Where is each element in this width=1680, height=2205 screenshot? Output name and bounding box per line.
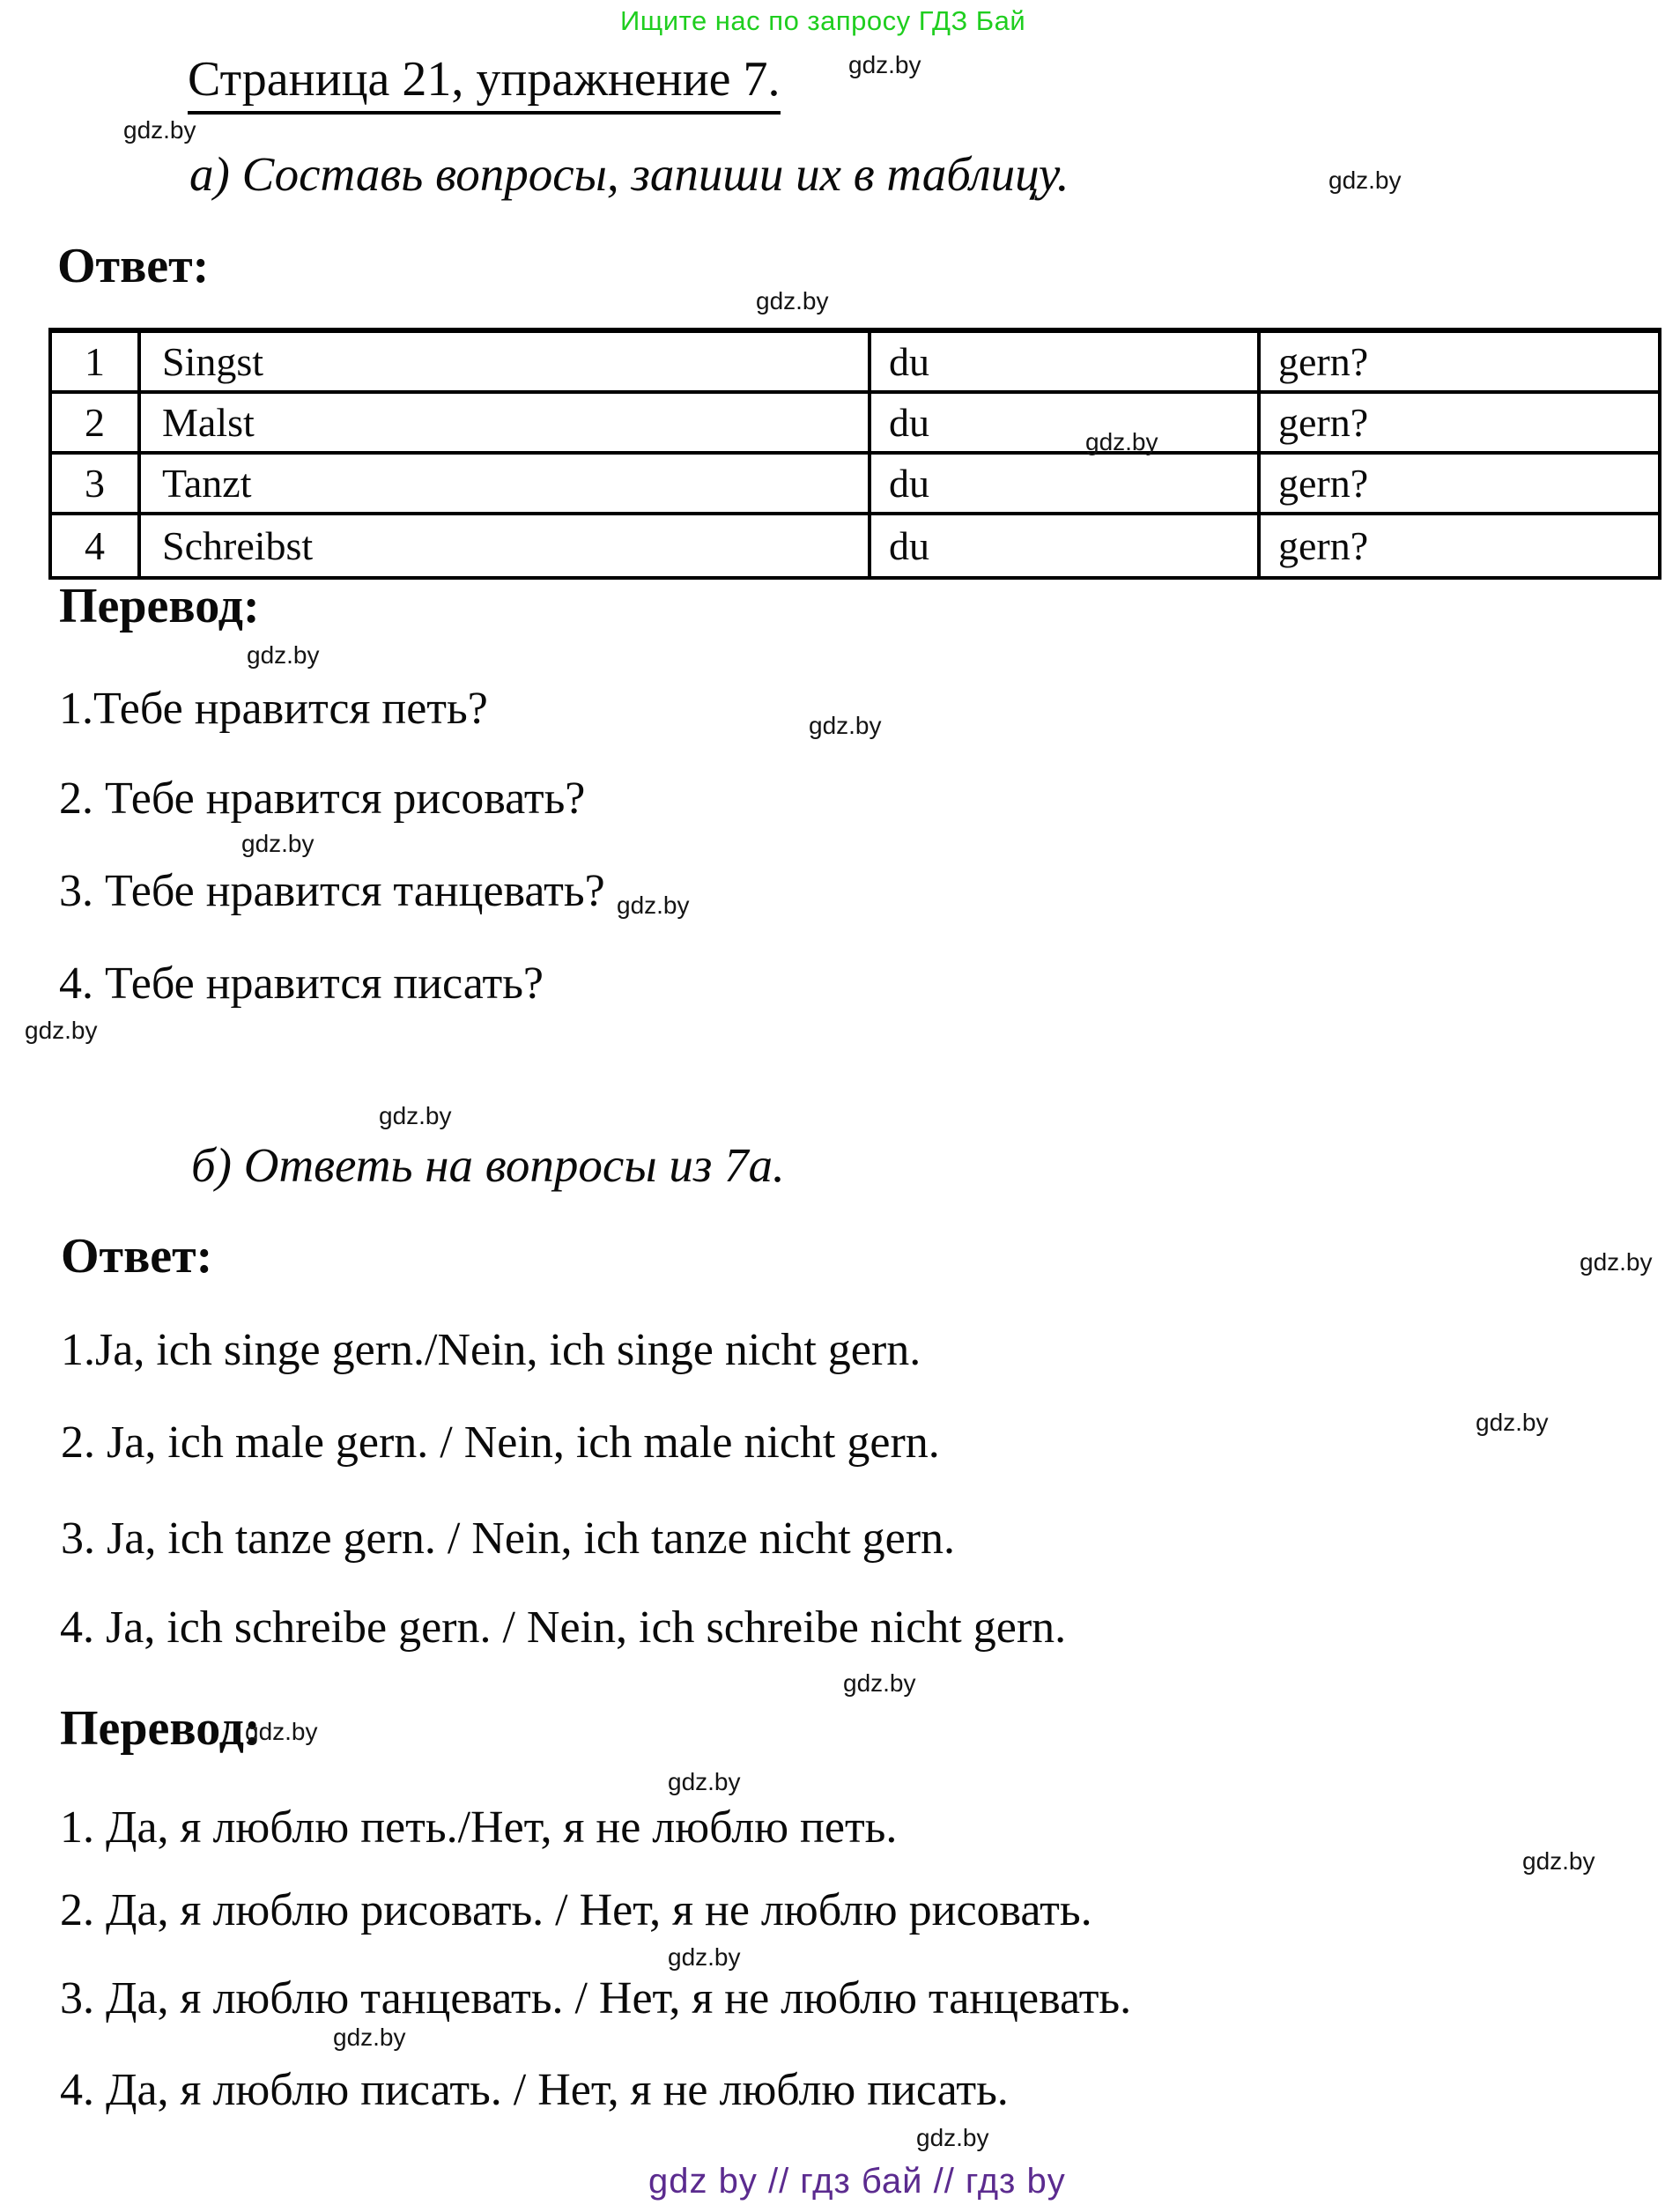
table-cell-pronoun: du xyxy=(871,455,1261,515)
translation-b-item: 3. Да, я люблю танцевать. / Нет, я не люблю танцевать. xyxy=(60,1973,1132,2024)
gdz-watermark: gdz.by xyxy=(333,2024,406,2051)
gdz-watermark: gdz.by xyxy=(668,1768,741,1795)
gdz-watermark: gdz.by xyxy=(379,1102,452,1129)
translation-b-item: 1. Да, я люблю петь./Нет, я не люблю петь. xyxy=(60,1802,898,1853)
gdz-watermark: gdz.by xyxy=(1522,1847,1595,1875)
table-cell-num: 3 xyxy=(52,455,141,515)
table-cell-pronoun: du xyxy=(871,333,1261,394)
answer-label-a: Ответ: xyxy=(57,239,210,293)
translation-a-item: 3. Тебе нравится танцевать? xyxy=(59,866,605,916)
table-cell-num: 2 xyxy=(52,394,141,455)
gdz-watermark: gdz.by xyxy=(843,1669,916,1697)
table-cell-pronoun: du xyxy=(871,515,1261,576)
gdz-watermark: gdz.by xyxy=(123,116,196,144)
translation-b-item: 4. Да, я люблю писать. / Нет, я не люблю писать. xyxy=(60,2065,1009,2115)
translation-a-item: 4. Тебе нравится писать? xyxy=(59,958,544,1009)
gdz-watermark: gdz.by xyxy=(245,1718,318,1745)
gdz-watermark: gdz.by xyxy=(1328,166,1402,194)
answer-label-b: Ответ: xyxy=(61,1229,213,1284)
gdz-watermark: gdz.by xyxy=(668,1943,741,1971)
table-cell-num: 1 xyxy=(52,333,141,394)
table-cell-num: 4 xyxy=(52,515,141,576)
task-a-heading: а) Составь вопросы, запиши их в таблицу. xyxy=(189,147,1069,201)
table-cell-verb: Malst xyxy=(141,394,871,455)
gdz-watermark: gdz.by xyxy=(1085,428,1158,455)
answer-b-item: 4. Ja, ich schreibe gern. / Nein, ich schreibe nicht gern. xyxy=(60,1602,1067,1653)
table-cell-tail: gern? xyxy=(1261,394,1658,455)
gdz-watermark: gdz.by xyxy=(617,892,690,919)
answer-b-item: 2. Ja, ich male gern. / Nein, ich male nicht gern. xyxy=(61,1417,940,1468)
task-b-heading: б) Ответь на вопросы из 7а. xyxy=(191,1138,785,1192)
table-cell-verb: Schreibst xyxy=(141,515,871,576)
footer-site-line: gdz by // гдз бай // гдз by xyxy=(648,2162,1066,2201)
questions-table xyxy=(48,328,1661,580)
gdz-watermark: gdz.by xyxy=(1580,1248,1653,1276)
table-cell-tail: gern? xyxy=(1261,455,1658,515)
table-cell-verb: Tanzt xyxy=(141,455,871,515)
translation-b-item: 2. Да, я люблю рисовать. / Нет, я не люблю рисовать. xyxy=(60,1885,1092,1935)
gdz-watermark: gdz.by xyxy=(756,287,829,314)
gdz-watermark: gdz.by xyxy=(809,712,882,739)
answer-b-item: 3. Ja, ich tanze gern. / Nein, ich tanze nicht gern. xyxy=(61,1513,956,1564)
gdz-watermark: gdz.by xyxy=(247,641,320,669)
promo-header: Ищите нас по запросу ГДЗ Бай xyxy=(620,5,1026,36)
gdz-watermark: gdz.by xyxy=(241,830,315,857)
gdz-watermark: gdz.by xyxy=(916,2124,989,2151)
translation-label-b: Перевод: xyxy=(60,1701,261,1756)
table-cell-tail: gern? xyxy=(1278,523,1369,568)
gdz-watermark: gdz.by xyxy=(1476,1409,1549,1436)
table-cell-pronoun: du xyxy=(871,394,1261,455)
page-title: Страница 21, упражнение 7. xyxy=(188,51,781,115)
translation-a-item: 1.Тебе нравится петь? xyxy=(59,684,488,734)
translation-a-item: 2. Тебе нравится рисовать? xyxy=(59,773,586,824)
gdz-watermark: gdz.by xyxy=(25,1017,98,1044)
answer-b-item: 1.Ja, ich singe gern./Nein, ich singe nicht gern. xyxy=(61,1325,921,1375)
translation-label-a: Перевод: xyxy=(59,579,260,633)
table-cell-tail: gern? xyxy=(1261,333,1658,394)
table-cell-verb: Singst xyxy=(141,333,871,394)
gdz-watermark: gdz.by xyxy=(848,51,921,78)
